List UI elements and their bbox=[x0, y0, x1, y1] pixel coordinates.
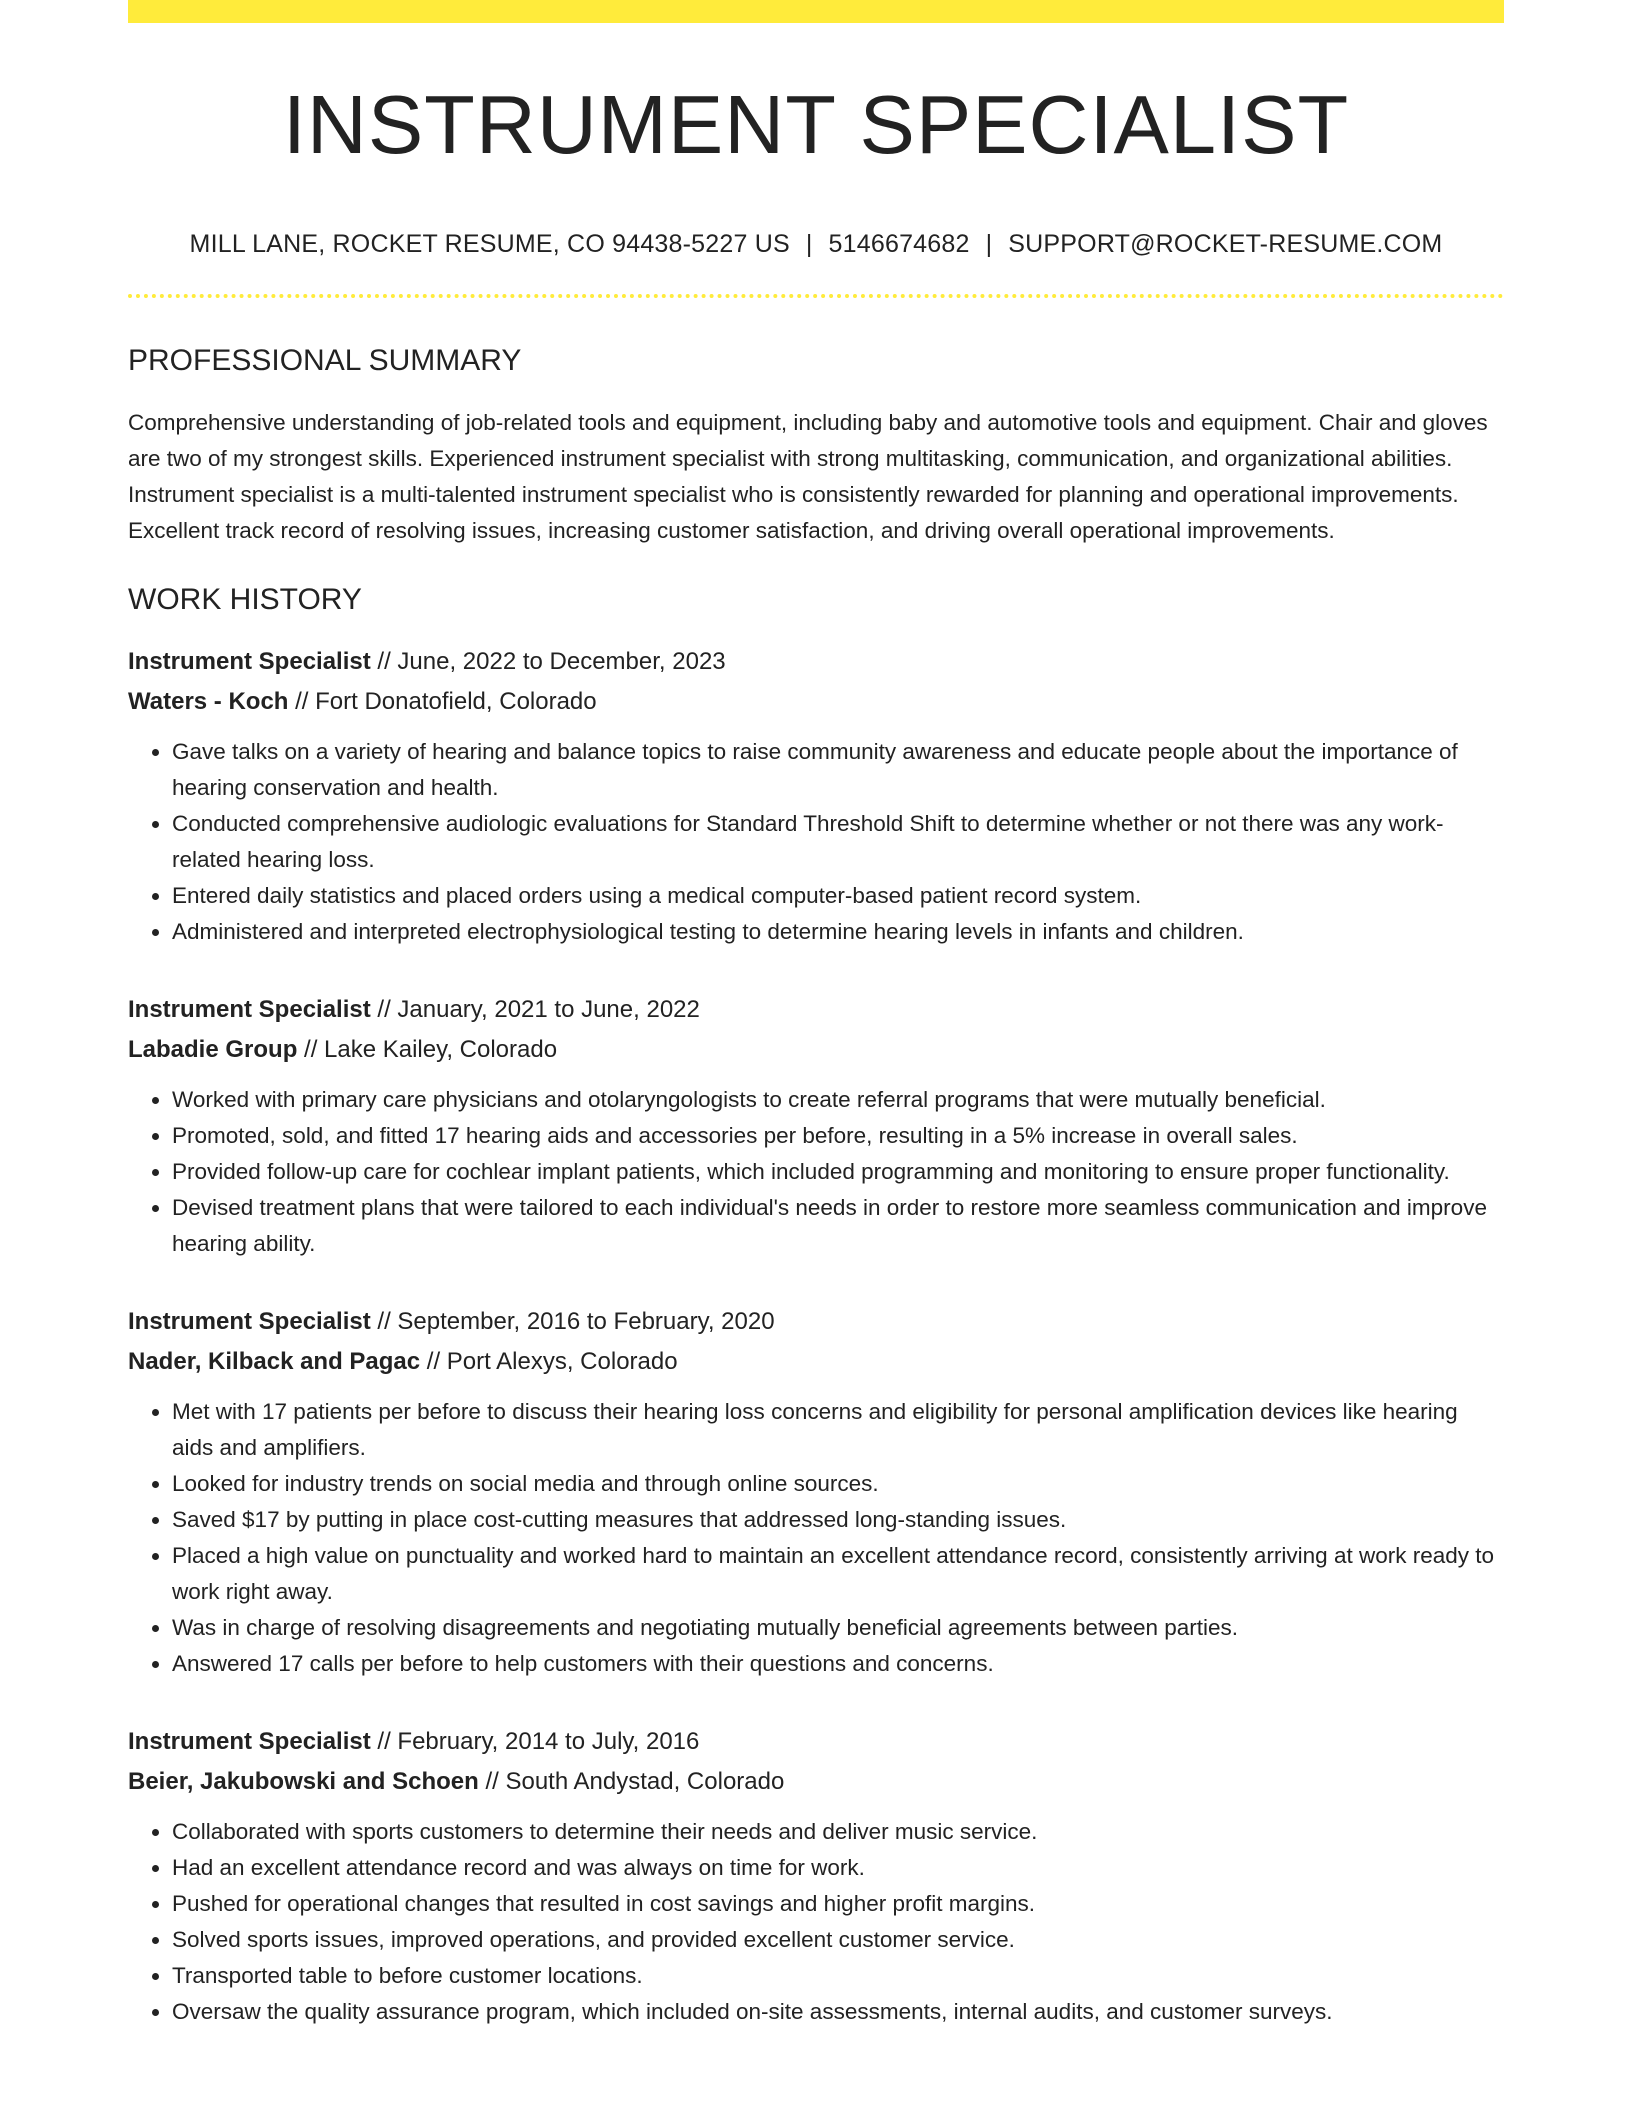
job-title-line bbox=[128, 1302, 1504, 1342]
job-entry bbox=[128, 1302, 1504, 1682]
job-bullet: • Provided follow-up care for cochlear implant patients, which included programming and monitoring to ensure proper functionality. bbox=[172, 1154, 1504, 1190]
job-company-line bbox=[128, 682, 1504, 722]
dotted-divider bbox=[128, 294, 1504, 298]
job-bullet-list bbox=[128, 1082, 1504, 1262]
contact-phone: 5146674682 bbox=[828, 230, 970, 258]
job-bullet: • Had an excellent attendance record and was always on time for work. bbox=[172, 1850, 1504, 1886]
job-bullet-list bbox=[128, 1394, 1504, 1682]
accent-top-bar bbox=[128, 0, 1504, 23]
job-bullet: • Placed a high value on punctuality and worked hard to maintain an excellent attendance record, consistently arriving at work ready to work right away. bbox=[172, 1538, 1504, 1610]
job-bullet: • Answered 17 calls per before to help customers with their questions and concerns. bbox=[172, 1646, 1504, 1682]
contact-email: SUPPORT@ROCKET-RESUME.COM bbox=[1008, 230, 1443, 258]
job-dates: // September, 2016 to February, 2020 bbox=[370, 1308, 775, 1335]
job-bullet-list bbox=[128, 734, 1504, 950]
job-company-line bbox=[128, 1762, 1504, 1802]
job-bullet: • Administered and interpreted electrophysiological testing to determine hearing levels in infants and children. bbox=[172, 914, 1504, 950]
job-company: Labadie Group bbox=[128, 1036, 298, 1063]
job-bullet: • Looked for industry trends on social media and through online sources. bbox=[172, 1466, 1504, 1502]
work-history-heading: WORK HISTORY bbox=[128, 583, 362, 616]
contact-address: MILL LANE, ROCKET RESUME, CO 94438-5227 US bbox=[189, 230, 790, 258]
summary-heading: PROFESSIONAL SUMMARY bbox=[128, 344, 522, 377]
job-title: Instrument Specialist bbox=[128, 648, 371, 675]
job-bullet: • Entered daily statistics and placed orders using a medical computer-based patient record system. bbox=[172, 878, 1504, 914]
resume-page bbox=[128, 0, 1504, 2030]
job-bullet: • Collaborated with sports customers to determine their needs and deliver music service. bbox=[172, 1814, 1504, 1850]
job-entry bbox=[128, 642, 1504, 950]
job-bullet: • Transported table to before customer locations. bbox=[172, 1958, 1504, 1994]
job-bullet: • Conducted comprehensive audiologic evaluations for Standard Threshold Shift to determine whether or not there was any work-related hearing loss. bbox=[172, 806, 1504, 878]
job-title: Instrument Specialist bbox=[128, 1728, 371, 1755]
job-bullet: • Saved $17 by putting in place cost-cutting measures that addressed long-standing issues. bbox=[172, 1502, 1504, 1538]
job-bullet: • Oversaw the quality assurance program, which included on-site assessments, internal audits, and customer surveys. bbox=[172, 1994, 1504, 2030]
job-bullet: • Pushed for operational changes that resulted in cost savings and higher profit margins. bbox=[172, 1886, 1504, 1922]
contact-separator: | bbox=[985, 230, 993, 258]
job-bullet: • Devised treatment plans that were tailored to each individual's needs in order to restore more seamless communication and improve hearing ability. bbox=[172, 1190, 1504, 1262]
job-dates: // February, 2014 to July, 2016 bbox=[370, 1728, 700, 1755]
job-location: // South Andystad, Colorado bbox=[478, 1768, 785, 1795]
summary-text: Comprehensive understanding of job-related tools and equipment, including baby and automotive tools and equipment. Chair and gloves are two of my strongest skills. Experienced instrument specialist with strong multitasking, communication, and organizational abilities. Instrument specialist is a multi-talented instrument specialist who is consistently rewarded for planning and operational improvements. Excellent track record of resolving issues, increasing customer satisfaction, and driving overall operational improvements. bbox=[128, 410, 1488, 543]
job-entry bbox=[128, 990, 1504, 1262]
job-title: Instrument Specialist bbox=[128, 1308, 371, 1335]
page-title: INSTRUMENT SPECIALIST bbox=[282, 78, 1350, 171]
job-company: Waters - Koch bbox=[128, 688, 289, 715]
job-company-line bbox=[128, 1342, 1504, 1382]
job-bullet: • Solved sports issues, improved operations, and provided excellent customer service. bbox=[172, 1922, 1504, 1958]
job-bullet: • Gave talks on a variety of hearing and balance topics to raise community awareness and educate people about the importance of hearing conservation and health. bbox=[172, 734, 1504, 806]
job-bullet: • Met with 17 patients per before to discuss their hearing loss concerns and eligibility for personal amplification devices like hearing aids and amplifiers. bbox=[172, 1394, 1504, 1466]
job-bullet: • Worked with primary care physicians and otolaryngologists to create referral programs that were mutually beneficial. bbox=[172, 1082, 1504, 1118]
contact-line bbox=[128, 232, 1504, 257]
job-dates: // January, 2021 to June, 2022 bbox=[370, 996, 700, 1023]
job-title: Instrument Specialist bbox=[128, 996, 371, 1023]
job-location: // Lake Kailey, Colorado bbox=[297, 1036, 558, 1063]
job-title-line bbox=[128, 1722, 1504, 1762]
job-bullet: • Was in charge of resolving disagreements and negotiating mutually beneficial agreements between parties. bbox=[172, 1610, 1504, 1646]
job-title-line bbox=[128, 990, 1504, 1030]
job-company: Beier, Jakubowski and Schoen bbox=[128, 1768, 479, 1795]
job-dates: // June, 2022 to December, 2023 bbox=[370, 648, 726, 675]
job-company-line bbox=[128, 1030, 1504, 1070]
job-entry bbox=[128, 1722, 1504, 2030]
job-location: // Port Alexys, Colorado bbox=[420, 1348, 678, 1375]
contact-separator: | bbox=[805, 230, 813, 258]
job-location: // Fort Donatofield, Colorado bbox=[288, 688, 597, 715]
job-bullet-list bbox=[128, 1814, 1504, 2030]
job-bullet: • Promoted, sold, and fitted 17 hearing aids and accessories per before, resulting in a 5% increase in overall sales. bbox=[172, 1118, 1504, 1154]
job-title-line bbox=[128, 642, 1504, 682]
job-company: Nader, Kilback and Pagac bbox=[128, 1348, 421, 1375]
work-history-list bbox=[128, 642, 1504, 2030]
